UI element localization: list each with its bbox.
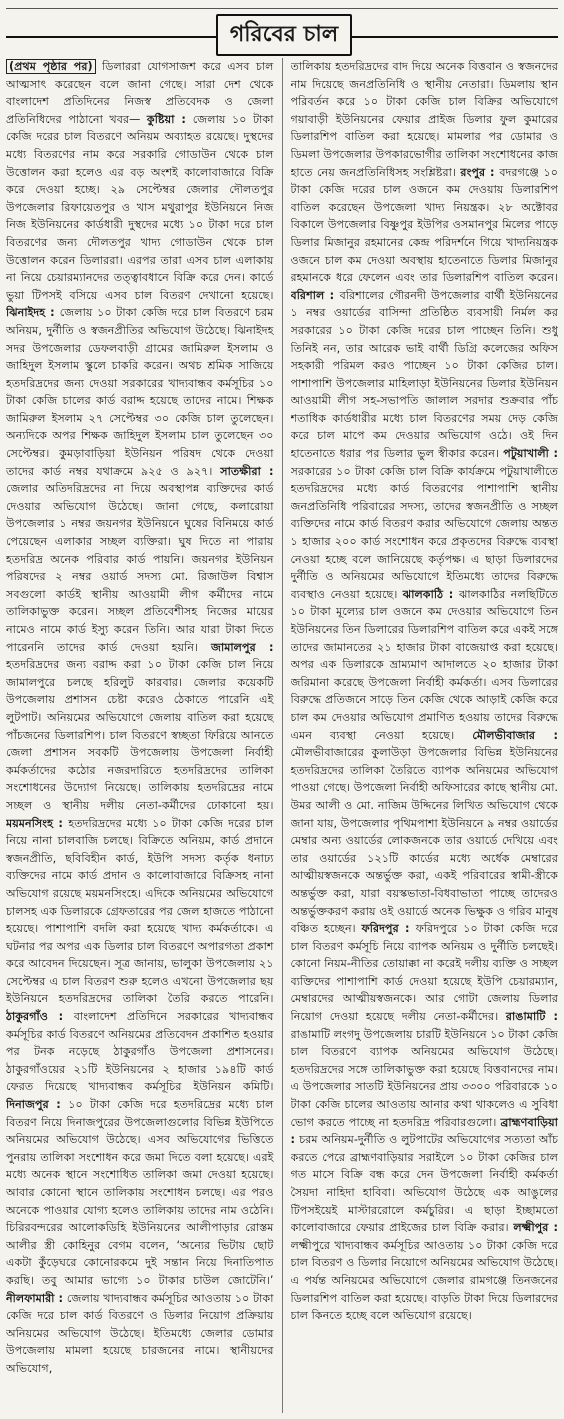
district-label: জামালপুর :	[210, 640, 274, 654]
district-label: ময়মনসিংহ :	[6, 816, 69, 830]
body-text: ডিলাররা যোগসাজশ করে এসব চাল আত্মসাৎ করেছেন বলে জানা গেছে। সারা দেশ থেকে বাংলাদেশ প্রতিদিনের নিজস্ব প্রতিবেদক ও জেলা প্রতিনিধিদের পাঠানো খবর—	[6, 60, 274, 126]
body-text: চরম অনিয়ম-দুর্নীতি ও লুটপাটের অভিযোগের সত্যতা আঁচ করতে পেরে ব্রাহ্মণবাড়িয়ার সরাইলে ১০ টাকা কেজির চাল গত মাসে বিক্রি বন্ধ করে দেন উপজেলা নির্বাহী কর্মকর্তা সৈয়দা নাহিদা হাবিবা। অভিযোগ উঠেছে এক আঙুলের টিপসইয়েই মাস্টাররোলে কর্মচুরির। এ ছাড়া ইচ্ছামতো কালোবাজারে ফেয়ার প্রাইজের চাল বিক্রি করার।	[290, 1133, 558, 1235]
body-text: ঝালকাঠির নলছিটিতে ১০ টাকা মূল্যের চাল ওজনে কম দেওয়ার অভিযোগে তিন ইউনিয়নের তিন ডিলারের ডিলারশিপ বাতিল করে একই সঙ্গে তাদের জামানতের ২১ হাজার টাকা বাজেয়াপ্ত করা হয়েছে। অপর এক ডিলারকে ভ্রাম্যমাণ আদালতে ২০ হাজার টাকা জরিমানা করেছে উপজেলা নির্বাহী কর্মকর্তা। এসব ডিলারের বিরুদ্ধে প্রতিজনে সাড়ে তিন কেজি থেকে আড়াই কেজি করে চাল কম দেওয়ার অভিযোগ প্রমাণিত হওয়ায় তাদের বিরুদ্ধে এমন ব্যবস্থা নেওয়া হয়েছে।	[290, 587, 558, 742]
body-text: সরকারের ১০ টাকা কেজি চাল বিক্রি কার্যক্রমে পটুয়াখালীতে হতদরিদ্রদের মধ্যে কার্ড বিতরণের পাশাপাশি স্থানীয় জনপ্রতিনিধি পরিবারের সদস্য, তাদের স্বজনপ্রীতি ও সচ্ছল ব্যক্তিদের নামে কার্ড বিতরণ করার অভিযোগে জেলায় অন্তত ১ হাজার ২০০ কার্ড সংশোধন করে প্রকৃতদের বিরুদ্ধে ব্যবস্থা নেওয়া হচ্ছে বলে জানিয়েছে কর্তৃপক্ষ। এ ছাড়া ডিলারদের দুর্নীতি ও অনিয়মের অভিযোগে ইতিমধ্যে তাদের বিরুদ্ধে ব্যবস্থাও নেওয়া হয়েছে।	[290, 464, 558, 601]
column-2-text	[291, 58, 559, 1325]
body-text: হতদরিদ্রদের মধ্যে ১০ টাকা কেজি দরের চাল নিয়ে নানা চালবাজি চলছে। বিক্রিতে অনিয়ম, কার্ড প্রদানে স্বজনপ্রীতি, ছবিবিহীন কার্ড, ইউপি সদস্য কর্তৃক ধনাঢ্য ব্যক্তিদের নামে কার্ড প্রদান ও কালোবাজারে বিক্রিসহ নানা অভিযোগ রয়েছে ময়মনসিংহে। এদিকে অনিয়মের অভিযোগে চালসহ এক ডিলারকে গ্রেফতারের পর জেল হাজতে পাঠানো হয়েছে। পাশাপাশি বদলি করা হয়েছে খাদ্য কর্মকর্তাকে। এ ঘটনার পর অপর এক ডিলার চাল বিতরণে অপারগতা প্রকাশ করে আবেদন দিয়েছেন। সূত্র জানায়, ভালুকা উপজেলায় ২১ সেপ্টেম্বর এ চাল বিতরণ শুরু হলেও এখনো উপজেলার ছয় ইউনিয়নে হতদরিদ্রদের তালিকা তৈরি করতে পারেনি।	[6, 816, 274, 1006]
column-divider	[282, 58, 283, 1413]
article-column-1	[6, 58, 274, 1413]
district-label: দিনাজপুর :	[6, 1098, 69, 1112]
body-text: জেলায় ১০ টাকা কেজি দরে চাল বিতরণে চরম অনিয়ম, দুর্নীতি ও স্বজনপ্রীতির অভিযোগ উঠেছে। ঝিনাইদহ সদর উপজেলার ডেফলবাড়ী গ্রামের জামিরুল ইসলাম ও জাহিদুল ইসলাম স্কুলে চাকরি করেন। অথচ শ্রমিক সাজিয়ে হতদরিদ্রদের জন্য দেওয়া সরকারের খাদ্যবান্ধব কর্মসূচির ১০ টাকা কেজি চালের কার্ড বরাদ্দ হয়েছে তাদের নামে। শিক্ষক জামিরুল ইসলাম ২৭ সেপ্টেম্বর ৩০ কেজি চাল তুলেছেন। অন্যদিকে অপর শিক্ষক জাহিদুল ইসলাম চাল তুলেছেন ৩০ সেপ্টেম্বর। কুমড়াবাড়িয়া ইউনিয়ন পরিষদ থেকে দেওয়া তাদের কার্ড নম্বর যথাক্রমে ৯২৫ ও ৯২৭।	[6, 306, 274, 478]
body-text: ফরিদপুরে ১০ টাকা কেজি দরে চাল বিতরণ কর্মসূচি নিয়ে ব্যাপক অনিয়ম ও দুর্নীতি চলছেই। কোনো নিয়ম-নীতির তোয়াক্কা না করেই দলীয় ব্যক্তি ও সচ্ছল ব্যক্তিদের পাশাপাশি কার্ড দেওয়া হয়েছে ইউপি চেয়ারম্যান, মেম্বারদের আত্মীয়স্বজনকে। আর গোটা জেলায় ডিলার নিয়োগ দেওয়া হয়েছে দলীয় নেতা-কর্মীদের।	[290, 922, 558, 1024]
district-label: ঠাকুরগাঁও :	[6, 1010, 74, 1024]
article-columns	[6, 58, 558, 1413]
district-label: ফরিদপুর :	[361, 922, 416, 936]
district-label: রংপুর :	[460, 165, 500, 179]
district-label: পটুয়াখালী :	[503, 447, 558, 461]
district-label: রাঙামাটি :	[505, 1010, 558, 1024]
district-label: ঝিনাইদহ :	[6, 306, 60, 320]
district-label: ব্রাহ্মণবাড়িয়া :	[290, 1115, 558, 1147]
district-label: বরিশাল :	[290, 288, 340, 302]
body-text: মৌলভীবাজারের কুলাউড়া উপজেলার বিভিন্ন ইউনিয়নের হতদরিদ্রদের তালিকা তৈরিতে ব্যাপক অনিয়মের অভিযোগ পাওয়া গেছে। উপজেলা নির্বাহী অফিসারের কাছে স্থানীয় মো. উমর আলী ও মো. নাজিম উদ্দিনের লিখিত অভিযোগ থেকে জানা যায়, উপজেলার পৃথিমপাশা ইউনিয়নে ৯ নম্বর ওয়ার্ডের মেম্বার অন্য ওয়ার্ডের লোকজনকে তার ওয়ার্ডে দেখিয়ে এবং তার ওয়ার্ডের ১২১টি কার্ডের মধ্যে অর্ধেক মেম্বারের আত্মীয়স্বজনকে অন্তর্ভুক্ত করা, একই পরিবারের স্বামী-স্ত্রীকে অন্তর্ভুক্ত করা, যারা বয়স্কভাতা-বিধবাভাতা পাচ্ছে তাদেরও অন্তর্ভুক্তকরণ করায় ওই ওয়ার্ডে অনেক ভিক্ষুক ও গরিব মানুষ বঞ্চিত হচ্ছেন।	[290, 746, 558, 936]
body-text: লক্ষ্মীপুরে খাদ্যবান্ধব কর্মসূচির আওতায় ১০ টাকা কেজি দরে চাল বিতরণ ও ডিলার নিয়োগে অনিয়মের অভিযোগ উঠেছে। এ পর্যন্ত অনিয়মের অভিযোগে জেলার রামগঞ্জে তিনজনের ডিলারশিপ বাতিল করা হয়েছে। বাড়তি টাকা দিয়ে ডিলারদের চাল কিনতে হচ্ছে বলে অভিযোগ রয়েছে।	[290, 1238, 558, 1323]
body-text: রাঙামাটি লংগদু উপজেলায় চারটি ইউনিয়নে ১০ টাকা কেজি চাল বিতরণে ব্যাপক অনিয়মের অভিযোগ উঠেছে। হতদরিদ্রদের সঙ্গে তালিকাভুক্ত করা হয়েছে বিত্তবানদের নাম। এ উপজেলার সাতটি ইউনিয়নের প্রায় ৩৩০০ পরিবারকে ১০ টাকা কেজি চালের আওতায় আনার কথা থাকলেও এ সুবিধা ভোগ করতে পাচ্ছে না হতদরিদ্র পরিবারগুলো।	[290, 1027, 558, 1129]
body-text: ১০ টাকা কেজি দরে হতদরিদ্রের মধ্যে চাল বিতরণ নিয়ে দিনাজপুরের উপজেলাগুলোর বিভিন্ন ইউপিতে অনিয়মের অভিযোগ উঠেছে। এসব অভিযোগের ভিত্তিতে পুনরায় তালিকা সংশোধন করে জমা দিতে বলা হয়েছে। এরই মধ্যে অনেক স্থানে সংশোধিত তালিকা জমা দেওয়া হয়েছে। আবার কোনো স্থানে তালিকায় সংশোধন চলছে। এর পরও অনেকে পাওয়ার যোগ্য হলেও তালিকায় তাদের নাম ওঠেনি। চিরিরবন্দরের আলোকডিহি ইউনিয়নের আলীপাড়ার রোস্তম আলীর স্ত্রী কোহিনুর বেগম বলেন, ‘অন্যের ভিটায় ছোট একটা কুঁড়েঘরে কোনোরকমে দুই সন্তান নিয়ে দিনাতিপাত করছি। তবু আমার ভাগ্যে ১০ টাকার চাউল জোটেনি।’	[6, 1098, 274, 1287]
district-label: ঝালকাঠি :	[402, 587, 459, 601]
body-text: জেলার অতিদরিদ্রদের না দিয়ে অবস্থাপন্ন ব্যক্তিদের কার্ড দেওয়ার অভিযোগ উঠেছে। জানা গেছে, কলারোয়া উপজেলার ১ নম্বর জয়নগর ইউনিয়নে ঘুষের বিনিময়ে কার্ড পেয়েছেন এলাকার সচ্ছল ব্যক্তিরা। ঘুষ দিতে না পারায় হতদরিদ্র অনেক পরিবার কার্ড পায়নি। জয়নগর ইউনিয়ন পরিষদের ২ নম্বর ওয়ার্ড সদস্য মো. রিজাউল বিশ্বাস সবগুলো কার্ডই স্থানীয় আওয়ামী লীগ কর্মীদের নামে তালিকাভুক্ত করেন। সচ্ছল প্রতিবেশীসহ নিজের মায়ের নামেও নামে কার্ড ইস্যু করেন তিনি। আর যারা টাকা দিতে পারেননি তাদের কার্ড দেওয়া হয়নি।	[6, 482, 274, 654]
column-1-text	[6, 58, 274, 1378]
continuation-label: (প্রথম পৃষ্ঠার পর)	[6, 59, 96, 74]
body-text: জেলায় খাদ্যবান্ধব কর্মসূচির আওতায় ১০ টাকা কেজি দরে চাল কার্ড বিতরণে ও ডিলার নিয়োগ প্রক্রিয়ায় অনিয়মের অভিযোগ উঠেছে। ইতিমধ্যে জেলার ডোমার উপজেলায় মামলা হয়েছে চারজনের নামে। স্থানীয়দের অভিযোগ,	[6, 1291, 274, 1375]
article-column-2	[291, 58, 559, 1413]
body-text: জেলায় ১০ টাকা কেজি দরের চাল বিতরণে অনিয়ম অব্যাহত রয়েছে। দুস্থদের মধ্যে বিতরণের নাম করে সরকারি গোডাউন থেকে চাল উত্তোলন করা হলেও এর বড় অংশই কালোবাজারে বিক্রি করে দেওয়া হচ্ছে। ২৯ সেপ্টেম্বর জেলার দৌলতপুর উপজেলার রিফায়েতপুর ও খাস মথুরাপুর ইউনিয়নে নিজ নিজ ইউনিয়নের কার্ডধারী দুস্থদের মধ্যে ১০ টাকা দরে চাল বিতরণের জন্য দৌলতপুর খাদ্য গোডাউন থেকে চাল উত্তোলন করেন ডিলাররা। এরপর তারা এসব চাল এলাকায় না নিয়ে চেয়ারম্যানদের তত্ত্বাবধানে বিক্রি করে দেন। কার্ডে ভুয়া টিপসই বসিয়ে এসব চাল বিতরণ দেখানো হয়েছে।	[6, 112, 274, 302]
body-text: বরিশালের গৌরনদী উপজেলার বার্থী ইউনিয়নের ১ নম্বর ওয়ার্ডের বাসিন্দা প্রতিষ্ঠিত ব্যবসায়ী নির্মল কর সরকারের ১০ টাকা কেজি দরের চাল পাচ্ছেন তিনি। শুধু তিনিই নন, তার আরেক ভাই বার্থী ডিগ্রি কলেজের অফিস সহকারী পরিমল করও পাচ্ছেন ১০ টাকা কেজির চাল। পাশাপাশি উপজেলার মাহিলাড়া ইউনিয়নের ডিলার ইউনিয়ন আওয়ামী লীগ সহ-সভাপতি জালাল সরদার শুক্রবার পাঁচ শতাধিক কার্ডধারীর মধ্যে চাল বিতরণের সময় দেড় কেজি করে চাল মাপে কম দেওয়ার অভিযোগ ওঠে। ওই দিন হাতেনাতে ধরার পর ডিলার ভুল স্বীকার করেন।	[290, 288, 558, 461]
body-text: বাংলাদেশ প্রতিদিনে সরকারের খাদ্যবান্ধব কর্মসূচির কার্ড বিতরণে অনিয়মের প্রতিবেদন প্রকাশিত হওয়ার পর টনক নড়েছে ঠাকুরগাঁও উপজেলা প্রশাসনের। ঠাকুরগাঁওয়ের ২১টি ইউনিয়নের ২ হাজার ১৯৪টি কার্ড ফেরত দিয়েছে খাদ্যবান্ধব কর্মসূচির ইউনিয়ন কমিটি।	[6, 1010, 274, 1094]
district-label: কুষ্টিয়া :	[146, 112, 193, 126]
headline: গরিবের চাল	[216, 14, 352, 56]
body-text: হতদরিদ্রদের জন্য বরাদ্দ করা ১০ টাকা কেজি চাল নিয়ে জামালপুরে চলছে হরিলুট কারবার। জেলার কয়েকটি উপজেলায় প্রশাসন চেষ্টা করেও ঠেকাতে পারেনি এই লুটপাট। অনিয়মের অভিযোগে জেলায় বাতিল করা হয়েছে পাঁচজনের ডিলারশিপ। চাল বিতরণে স্বচ্ছতা ফিরিয়ে আনতে জেলা প্রশাসন সবকটি উপজেলায় উপজেলা নির্বাহী কর্মকর্তাদের কঠোর নজরদারিতে হতদরিদ্রদের তালিকা সংশোধনের উদ্যোগ নিয়েছে। তালিকায় হতদরিদ্রের নামে সচ্ছল ও স্থানীয় দলীয় নেতা-কর্মীদের ঢোকানো হয়।	[6, 658, 274, 812]
body-text: বদরগঞ্জে ১০ টাকা কেজি দরের চাল ওজনে কম দেওয়ায় ডিলারশিপ বাতিল করেছেন উপজেলা খাদ্য নিয়ন্ত্রক। ২৮ অক্টোবর বিকালে উপজেলার বিষ্ণুপুর ইউপির ওসমানপুর মিলের পাড়ে ডিলার মিজানুর রহমানের কেন্দ্র পরিদর্শনে গিয়ে খাদ্যনিয়ন্ত্রক ওজনে চাল কম দেওয়া অবস্থায় হাতেনাতে ডিলার মিজানুর রহমানকে ধরে ফেলেন এবং তার ডিলারশিপ বাতিল করেন।	[290, 165, 558, 285]
body-text: তালিকায় হতদরিদ্রদের বাদ দিয়ে অনেক বিত্তবান ও স্বজনদের নাম দিয়েছে জনপ্রতিনিধি ও স্থানীয় নেতারা। ডিমলায় স্থান পরিবর্তন করে ১০ টাকা কেজি চাল বিক্রির অভিযোগে গয়াবাড়ী ইউনিয়নের ফেয়ার প্রাইজ ডিলার ফুল কুমারের ডিলারশিপ বাতিল করা হয়েছে। মামলার পর ডোমার ও ডিমলা উপজেলার উপকারভোগীর তালিকা সংশোধনের কাজ হাতে নেয় জনপ্রতিনিধিসহ সংশ্লিষ্টরা।	[290, 60, 558, 179]
district-label: মৌলভীবাজার :	[472, 728, 558, 742]
top-rule	[6, 8, 558, 9]
district-label: নীলফামারী :	[6, 1291, 67, 1305]
district-label: সাতক্ষীরা :	[220, 464, 274, 478]
district-label: লক্ষ্মীপুর :	[513, 1221, 558, 1235]
